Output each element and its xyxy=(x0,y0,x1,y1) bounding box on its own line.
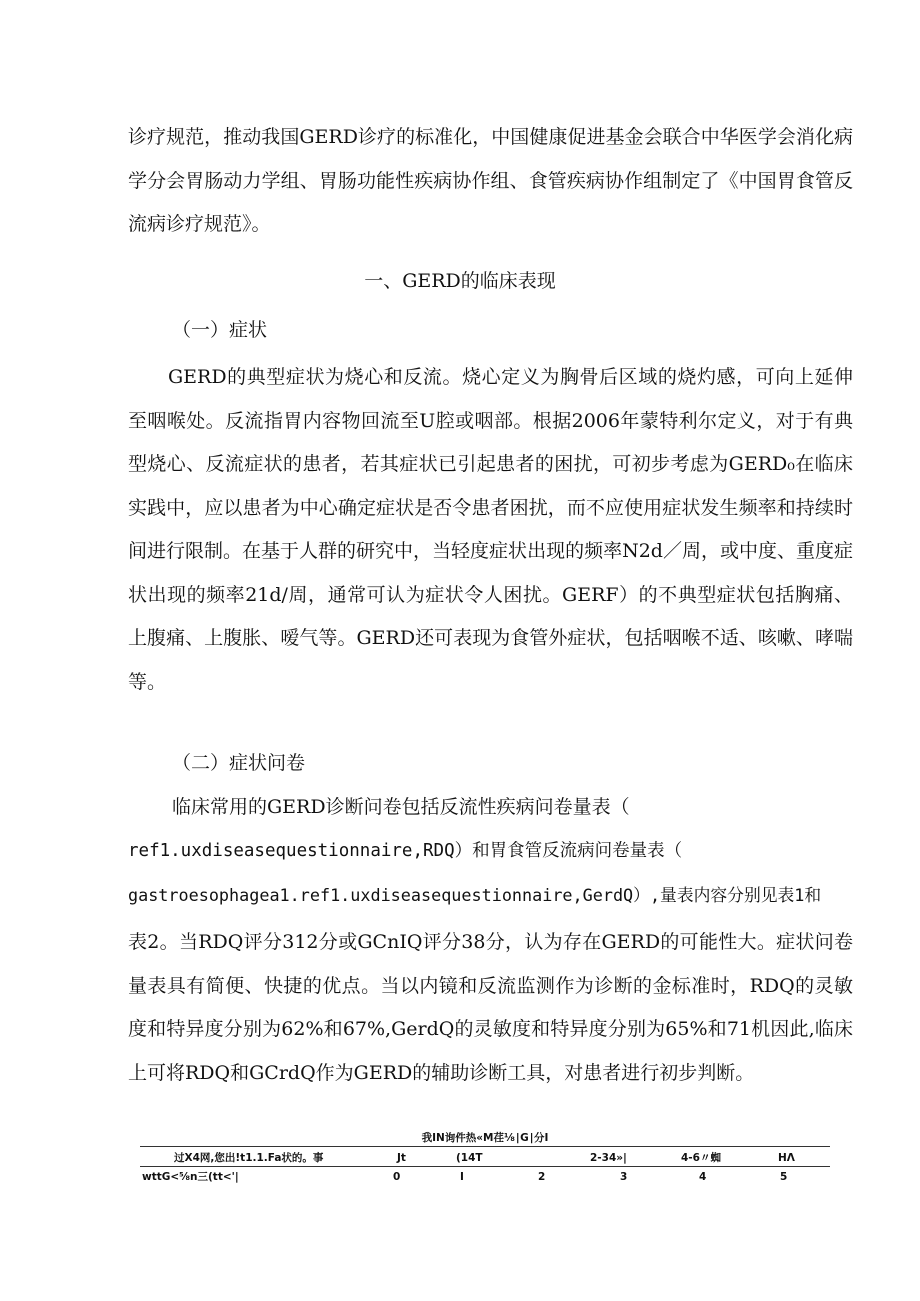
table-row-label: wttG<⅝n三(tt<'| xyxy=(142,1171,239,1183)
table-header-cell: 4-6〃蜘 xyxy=(681,1152,721,1164)
table-cell: 5 xyxy=(780,1171,788,1183)
table-header-cell: 过X4网,您出!t1.1.Fa状的。事 xyxy=(174,1152,324,1164)
table-cell: 2 xyxy=(538,1171,546,1183)
table-caption: 我IN询件热«M荏⅛∣G∣分I xyxy=(421,1132,549,1144)
questionnaire-line-2: ref1.uxdiseasequestionnaire,RDQ）和胃食管反流病问卷量表（ xyxy=(128,841,683,861)
section-title: 一、GERD的临床表现 xyxy=(364,270,556,292)
table-top-rule xyxy=(140,1146,830,1147)
table-header-rule xyxy=(140,1166,830,1167)
table-header-cell: (14T xyxy=(456,1152,483,1164)
table-cell: 4 xyxy=(699,1171,707,1183)
table-cell: I xyxy=(460,1171,464,1183)
table-header-cell: Jt xyxy=(397,1152,406,1164)
subsection-title-symptoms: （一）症状 xyxy=(172,319,268,341)
table-row xyxy=(140,1169,830,1185)
intro-paragraph: 诊疗规范，推动我国GERD诊疗的标准化，中国健康促进基金会联合中华医学会消化病学分会胃肠动力学组、胃肠功能性疾病协作组、食管疾病协作组制定了《中国胃食管反流病诊疗规范》。 xyxy=(128,126,853,235)
questionnaire-line-3: gastroesophagea1.ref1.uxdiseasequestionnaire,GerdQ）,量表内容分别见表1和 xyxy=(128,885,822,905)
questionnaire-paragraph: 表2。当RDQ评分312分或GCnIQ评分38分，认为存在GERD的可能性大。症状问卷量表具有简便、快捷的优点。当以内镜和反流监测作为诊断的金标准时，RDQ的灵敏度和特异度分别为62%和67%,GerdQ的灵敏度和特异度分别为65%和71机因此,临床上可将RDQ和GCrdQ作为GERD的辅助诊断工具，对患者进行初步判断。 xyxy=(128,931,853,1084)
table-header-row xyxy=(140,1150,830,1166)
table-cell: 0 xyxy=(393,1171,401,1183)
questionnaire-line-1: 临床常用的GERD诊断问卷包括反流性疾病问卷量表（ xyxy=(172,796,630,818)
subsection-title-questionnaire: （二）症状问卷 xyxy=(172,752,306,774)
symptoms-paragraph: GERD的典型症状为烧心和反流。烧心定义为胸骨后区域的烧灼感，可向上延伸至咽喉处。反流指胃内容物回流至U腔或咽部。根据2006年蒙特利尔定义，对于有典型烧心、反流症状的患者，若其症状已引起患者的困扰，可初步考虑为GERD₀在临床实践中，应以患者为中心确定症状是否令患者困扰，而不应使用症状发生频率和持续时间进行限制。在基于人群的研究中，当轻度症状出现的频率N2d／周，或中度、重度症状出现的频率21d/周，通常可认为症状令人困扰。GERF）的不典型症状包括胸痛、上腹痛、上腹胀、嗳气等。GERD还可表现为食管外症状，包括咽喉不适、咳嗽、哮喘等。 xyxy=(128,366,853,693)
table-header-cell: HΛ xyxy=(778,1152,795,1164)
table-header-cell: 2-34»| xyxy=(590,1152,627,1164)
table-cell: 3 xyxy=(620,1171,628,1183)
